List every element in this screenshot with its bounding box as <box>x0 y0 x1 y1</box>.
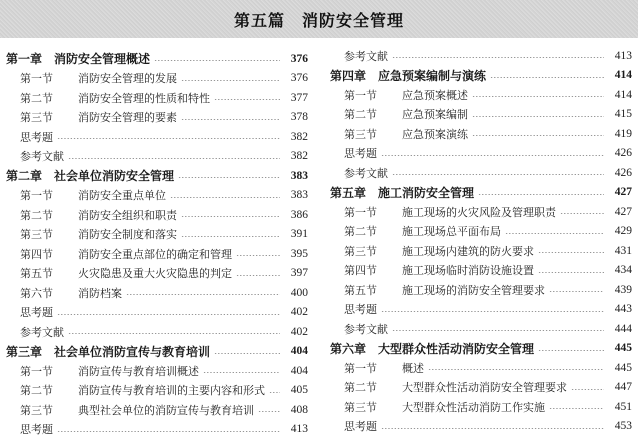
section-number: 第二节 <box>20 207 66 223</box>
page-number: 376 <box>284 72 308 84</box>
page-number: 447 <box>608 381 632 393</box>
dot-leader <box>490 77 604 78</box>
section-title: 消防安全重点部位的确定和管理 <box>78 246 232 262</box>
section-number: 第三节 <box>20 109 66 125</box>
page-number: 414 <box>608 69 632 81</box>
page-number: 429 <box>608 225 632 237</box>
chapter-title: 消防安全管理概述 <box>54 50 150 67</box>
dot-leader <box>181 119 280 120</box>
dot-leader <box>203 372 280 373</box>
section-number: 第一节 <box>20 363 66 379</box>
section-title: 消防安全管理的发展 <box>78 70 177 86</box>
page-number: 383 <box>284 170 308 182</box>
toc-entry-misc <box>330 144 632 164</box>
section-number: 第二节 <box>20 382 66 398</box>
dot-leader <box>170 197 280 198</box>
toc-entry-misc <box>330 300 632 320</box>
section-number: 第一节 <box>344 204 390 220</box>
dot-leader <box>392 174 604 175</box>
misc-title: 参考文献 <box>344 48 388 64</box>
toc-entry-misc <box>330 417 632 437</box>
dot-leader <box>428 369 604 370</box>
toc-entry-misc <box>6 303 308 323</box>
dot-leader <box>126 294 280 295</box>
toc-entry-chapter <box>330 183 632 203</box>
dot-leader <box>560 213 604 214</box>
toc-entry-section <box>330 85 632 105</box>
toc-entry-chapter <box>6 49 308 69</box>
section-number: 第一节 <box>20 187 66 203</box>
dot-leader <box>57 431 280 432</box>
misc-title: 思考题 <box>344 145 377 161</box>
section-number: 第五节 <box>344 282 390 298</box>
section-title: 应急预案演练 <box>402 126 468 142</box>
section-title: 消防安全管理的要素 <box>78 109 177 125</box>
toc-entry-section <box>330 202 632 222</box>
toc-entry-section <box>6 205 308 225</box>
toc-entry-misc <box>6 322 308 342</box>
section-title: 应急预案概述 <box>402 87 468 103</box>
chapter-number: 第三章 <box>6 343 42 360</box>
toc-entry-section <box>330 358 632 378</box>
page-number: 404 <box>284 345 308 357</box>
page-number: 400 <box>284 287 308 299</box>
section-title: 火灾隐患及重大火灾隐患的判定 <box>78 265 232 281</box>
misc-title: 思考题 <box>344 301 377 317</box>
section-title: 施工现场的消防安全管理要求 <box>402 282 545 298</box>
dot-leader <box>269 392 280 393</box>
chapter-title: 应急预案编制与演练 <box>378 67 486 84</box>
dot-leader <box>258 411 280 412</box>
page-number: 383 <box>284 189 308 201</box>
dot-leader <box>392 57 604 58</box>
dot-leader <box>549 408 604 409</box>
dot-leader <box>472 116 604 117</box>
dot-leader <box>57 314 280 315</box>
toc-entry-section <box>6 225 308 245</box>
chapter-title: 大型群众性活动消防安全管理 <box>378 340 534 357</box>
section-number: 第三节 <box>20 402 66 418</box>
toc-entry-section <box>330 378 632 398</box>
section-number: 第二节 <box>344 106 390 122</box>
dot-leader <box>181 236 280 237</box>
section-number: 第四节 <box>20 246 66 262</box>
section-title: 大型群众性活动消防工作实施 <box>402 399 545 415</box>
page-number: 402 <box>284 326 308 338</box>
dot-leader <box>538 272 604 273</box>
part-title: 第五篇 消防安全管理 <box>234 8 404 31</box>
toc-entry-section <box>330 397 632 417</box>
section-title: 消防档案 <box>78 285 122 301</box>
section-title: 消防安全组织和职责 <box>78 207 177 223</box>
page-number: 386 <box>284 209 308 221</box>
chapter-title: 社会单位消防安全管理 <box>54 167 174 184</box>
page-number: 402 <box>284 306 308 318</box>
dot-leader <box>181 80 280 81</box>
toc-entry-section <box>330 241 632 261</box>
toc-entry-misc <box>6 127 308 147</box>
page-number: 415 <box>608 108 632 120</box>
dot-leader <box>505 233 604 234</box>
dot-leader <box>571 389 604 390</box>
section-number: 第三节 <box>344 243 390 259</box>
toc-entry-misc <box>330 46 632 66</box>
toc-entry-section <box>330 222 632 242</box>
section-title: 消防宣传与教育培训的主要内容和形式 <box>78 382 265 398</box>
page-number: 391 <box>284 228 308 240</box>
page-number: 413 <box>608 50 632 62</box>
dot-leader <box>57 138 280 139</box>
section-number: 第三节 <box>20 226 66 242</box>
section-number: 第四节 <box>344 262 390 278</box>
toc-entry-section <box>6 361 308 381</box>
page-number: 408 <box>284 404 308 416</box>
page-number: 444 <box>608 323 632 335</box>
section-number: 第一节 <box>344 87 390 103</box>
toc-entry-section <box>330 261 632 281</box>
part-header-band <box>0 0 638 38</box>
section-number: 第一节 <box>20 70 66 86</box>
page-number: 445 <box>608 342 632 354</box>
misc-title: 参考文献 <box>344 321 388 337</box>
dot-leader <box>381 428 604 429</box>
toc-entry-section <box>6 264 308 284</box>
dot-leader <box>381 155 604 156</box>
toc-entry-section <box>6 108 308 128</box>
page-number: 397 <box>284 267 308 279</box>
dot-leader <box>538 350 604 351</box>
chapter-number: 第二章 <box>6 167 42 184</box>
toc-entry-section <box>6 244 308 264</box>
toc-entry-section <box>6 69 308 89</box>
page-number: 413 <box>284 423 308 435</box>
toc-entry-section <box>330 105 632 125</box>
toc-entry-section <box>6 400 308 420</box>
page-number: 377 <box>284 92 308 104</box>
chapter-number: 第四章 <box>330 67 366 84</box>
toc-right-column <box>330 46 632 436</box>
section-number: 第二节 <box>344 379 390 395</box>
chapter-title: 社会单位消防宣传与教育培训 <box>54 343 210 360</box>
toc-entry-section <box>6 283 308 303</box>
dot-leader <box>236 275 280 276</box>
page-number: 405 <box>284 384 308 396</box>
page-number: 426 <box>608 147 632 159</box>
dot-leader <box>538 252 604 253</box>
toc-entry-chapter <box>330 339 632 359</box>
page-number: 451 <box>608 401 632 413</box>
page-number: 427 <box>608 186 632 198</box>
section-number: 第二节 <box>20 90 66 106</box>
section-number: 第五节 <box>20 265 66 281</box>
section-title: 消防安全制度和落实 <box>78 226 177 242</box>
toc-entry-section <box>6 186 308 206</box>
dot-leader <box>472 96 604 97</box>
chapter-number: 第一章 <box>6 50 42 67</box>
misc-title: 思考题 <box>20 421 53 437</box>
page-number: 404 <box>284 365 308 377</box>
toc-entry-misc <box>6 147 308 167</box>
section-title: 消防安全重点单位 <box>78 187 166 203</box>
section-title: 施工现场总平面布局 <box>402 223 501 239</box>
toc-entry-section <box>6 381 308 401</box>
chapter-number: 第五章 <box>330 184 366 201</box>
toc-entry-section <box>330 280 632 300</box>
dot-leader <box>154 60 280 61</box>
dot-leader <box>68 158 280 159</box>
page-number: 382 <box>284 131 308 143</box>
section-number: 第三节 <box>344 399 390 415</box>
misc-title: 思考题 <box>20 304 53 320</box>
toc-entry-misc <box>6 420 308 439</box>
page-number: 419 <box>608 128 632 140</box>
page-number: 434 <box>608 264 632 276</box>
page-number: 395 <box>284 248 308 260</box>
dot-leader <box>472 135 604 136</box>
page-number: 414 <box>608 89 632 101</box>
misc-title: 思考题 <box>344 418 377 434</box>
dot-leader <box>478 194 604 195</box>
page-number: 378 <box>284 111 308 123</box>
section-title: 概述 <box>402 360 424 376</box>
page-number: 431 <box>608 245 632 257</box>
section-title: 施工现场临时消防设施设置 <box>402 262 534 278</box>
misc-title: 参考文献 <box>20 148 64 164</box>
section-title: 施工现场的火灾风险及管理职责 <box>402 204 556 220</box>
page-number: 426 <box>608 167 632 179</box>
section-number: 第三节 <box>344 126 390 142</box>
section-title: 典型社会单位的消防宣传与教育培训 <box>78 402 254 418</box>
section-title: 消防宣传与教育培训概述 <box>78 363 199 379</box>
section-number: 第六节 <box>20 285 66 301</box>
toc-entry-section <box>330 124 632 144</box>
section-number: 第二节 <box>344 223 390 239</box>
toc-left-column <box>6 49 308 439</box>
toc-entry-misc <box>330 319 632 339</box>
dot-leader <box>214 353 280 354</box>
page-number: 443 <box>608 303 632 315</box>
misc-title: 思考题 <box>20 129 53 145</box>
section-number: 第一节 <box>344 360 390 376</box>
page-number: 453 <box>608 420 632 432</box>
dot-leader <box>214 99 280 100</box>
page-number: 439 <box>608 284 632 296</box>
section-title: 应急预案编制 <box>402 106 468 122</box>
dot-leader <box>181 216 280 217</box>
section-title: 大型群众性活动消防安全管理要求 <box>402 379 567 395</box>
misc-title: 参考文献 <box>20 324 64 340</box>
toc-entry-chapter <box>6 166 308 186</box>
dot-leader <box>381 311 604 312</box>
chapter-number: 第六章 <box>330 340 366 357</box>
chapter-title: 施工消防安全管理 <box>378 184 474 201</box>
dot-leader <box>68 333 280 334</box>
dot-leader <box>236 255 280 256</box>
toc-entry-chapter <box>6 342 308 362</box>
page-number: 427 <box>608 206 632 218</box>
misc-title: 参考文献 <box>344 165 388 181</box>
dot-leader <box>392 330 604 331</box>
dot-leader <box>178 177 280 178</box>
page-number: 382 <box>284 150 308 162</box>
section-title: 消防安全管理的性质和特性 <box>78 90 210 106</box>
toc-entry-misc <box>330 163 632 183</box>
section-title: 施工现场内建筑的防火要求 <box>402 243 534 259</box>
toc-entry-section <box>6 88 308 108</box>
page-number: 445 <box>608 362 632 374</box>
dot-leader <box>549 291 604 292</box>
toc-entry-chapter <box>330 66 632 86</box>
page-number: 376 <box>284 53 308 65</box>
